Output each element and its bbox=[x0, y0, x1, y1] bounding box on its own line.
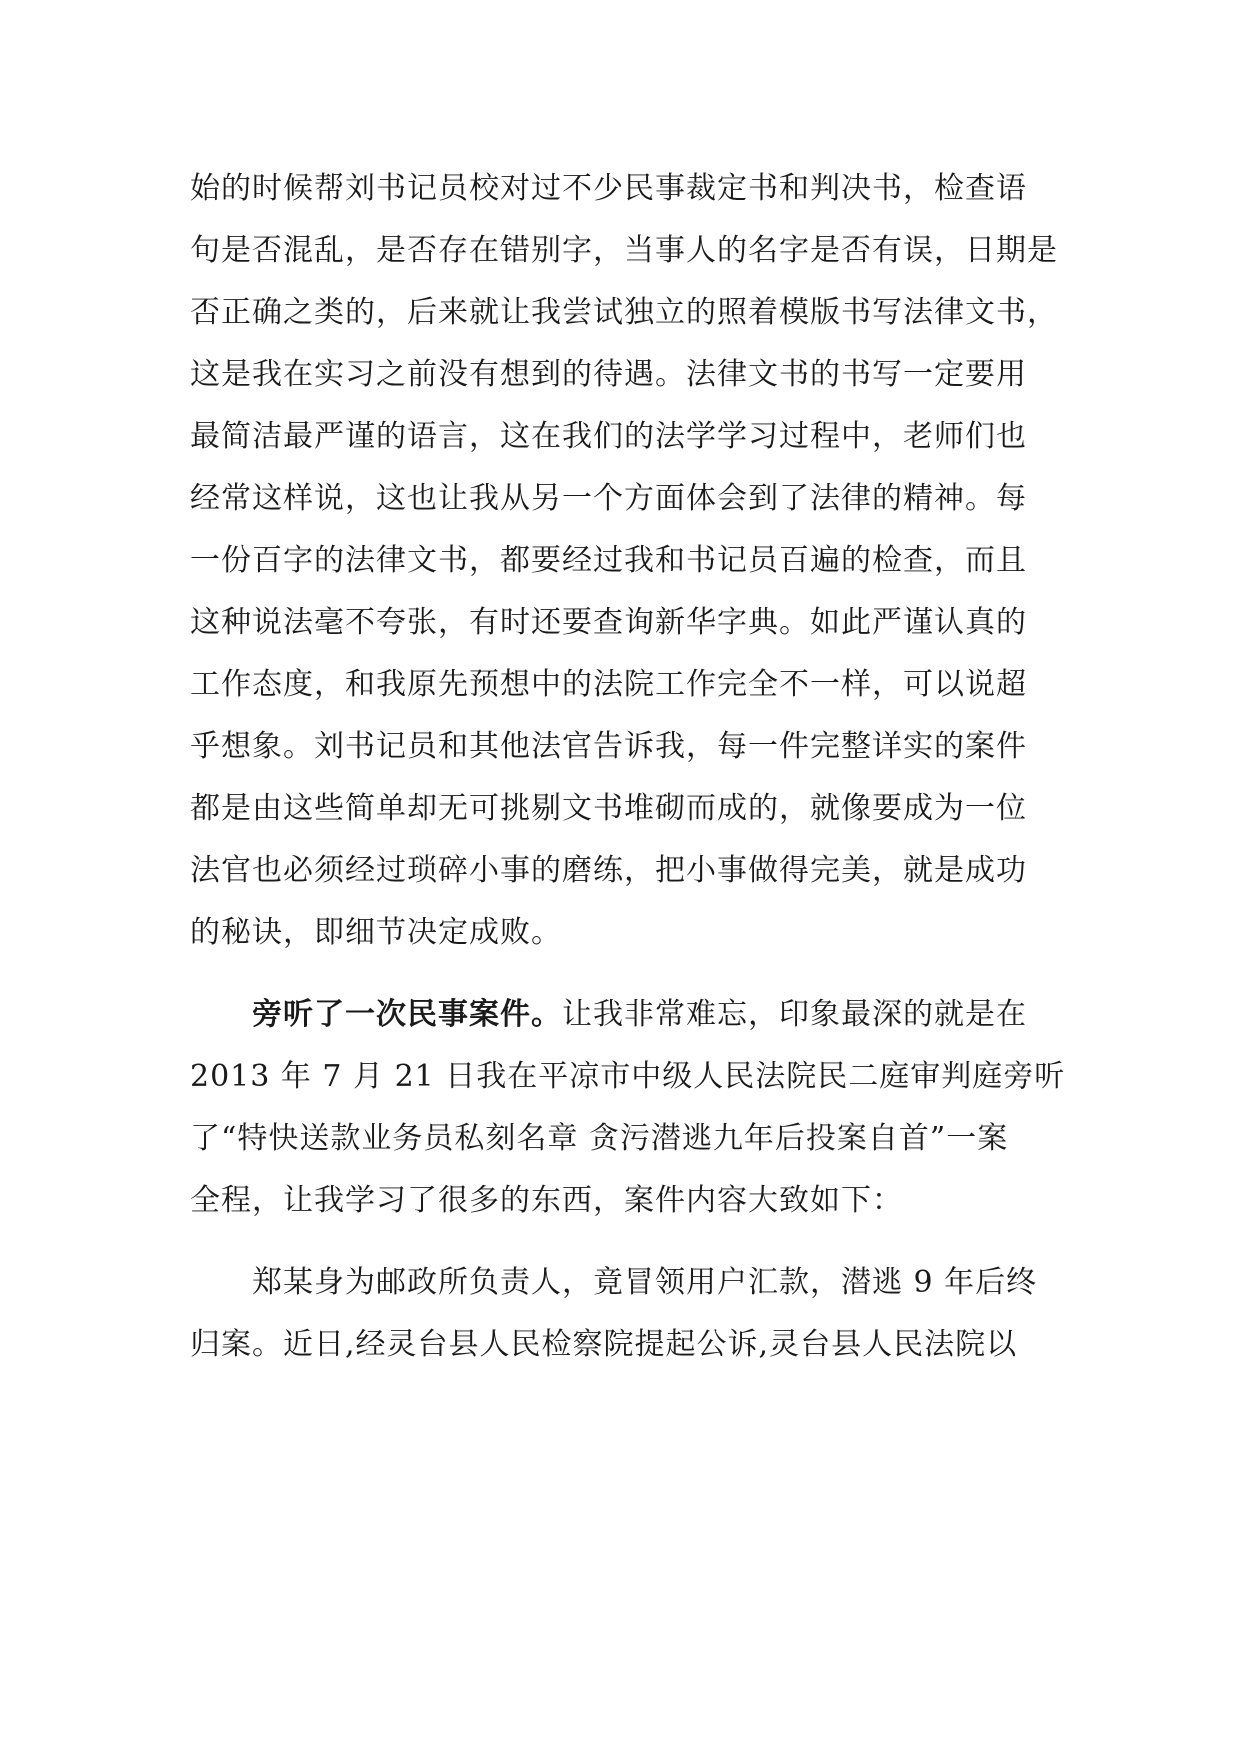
paragraph-gap bbox=[190, 964, 1060, 984]
text-line: 都是由这些简单却无可挑剔文书堆砌而成的，就像要成为一位 bbox=[190, 791, 1027, 826]
text-line: 最简洁最严谨的语言，这在我们的法学学习过程中，老师们也 bbox=[190, 419, 1027, 454]
text-line: 这种说法毫不夸张，有时还要查询新华字典。如此严谨认真的 bbox=[190, 605, 1027, 640]
text-line: 的秘诀，即细节决定成败。 bbox=[190, 915, 562, 950]
body-text bbox=[190, 158, 1066, 1376]
paragraph-2 bbox=[190, 984, 1066, 1232]
section-heading: 旁听了一次民事案件。 bbox=[252, 997, 562, 1032]
text-line: 一份百字的法律文书，都要经过我和书记员百遍的检查，而且 bbox=[190, 543, 1027, 578]
text-line: 法官也必须经过琐碎小事的磨练，把小事做得完美，就是成功 bbox=[190, 853, 1027, 888]
text-line: 全程，让我学习了很多的东西，案件内容大致如下： bbox=[190, 1183, 903, 1218]
text-line: 2013 年 7 月 21 日我在平凉市中级人民法院民二庭审判庭旁听 bbox=[190, 1059, 1066, 1094]
text-line: 乎想象。刘书记员和其他法官告诉我，每一件完整详实的案件 bbox=[190, 729, 1027, 764]
text-line: 了“特快送款业务员私刻名章 贪污潜逃九年后投案自首”一案 bbox=[190, 1121, 1009, 1156]
heading-continuation: 让我非常难忘，印象最深的就是在 bbox=[562, 997, 1027, 1032]
text-line: 工作态度，和我原先预想中的法院工作完全不一样，可以说超 bbox=[190, 667, 1027, 702]
text-line: 句是否混乱，是否存在错别字，当事人的名字是否有误，日期是 bbox=[190, 233, 1058, 268]
paragraph-1 bbox=[190, 158, 1060, 964]
text-line: 经常这样说，这也让我从另一个方面体会到了法律的精神。每 bbox=[190, 481, 1027, 516]
text-line: 否正确之类的，后来就让我尝试独立的照着模版书写法律文书， bbox=[190, 295, 1058, 330]
paragraph-3 bbox=[190, 1252, 1060, 1376]
text-line: 这是我在实习之前没有想到的待遇。法律文书的书写一定要用 bbox=[190, 357, 1027, 392]
text-line: 郑某身为邮政所负责人，竟冒领用户汇款，潜逃 9 年后终 bbox=[252, 1265, 1038, 1300]
text-line: 始的时候帮刘书记员校对过不少民事裁定书和判决书，检查语 bbox=[190, 171, 1027, 206]
text-line bbox=[190, 984, 1060, 1046]
text-line: 归案。近日,经灵台县人民检察院提起公诉,灵台县人民法院以 bbox=[190, 1327, 1018, 1362]
paragraph-gap bbox=[190, 1232, 1060, 1252]
